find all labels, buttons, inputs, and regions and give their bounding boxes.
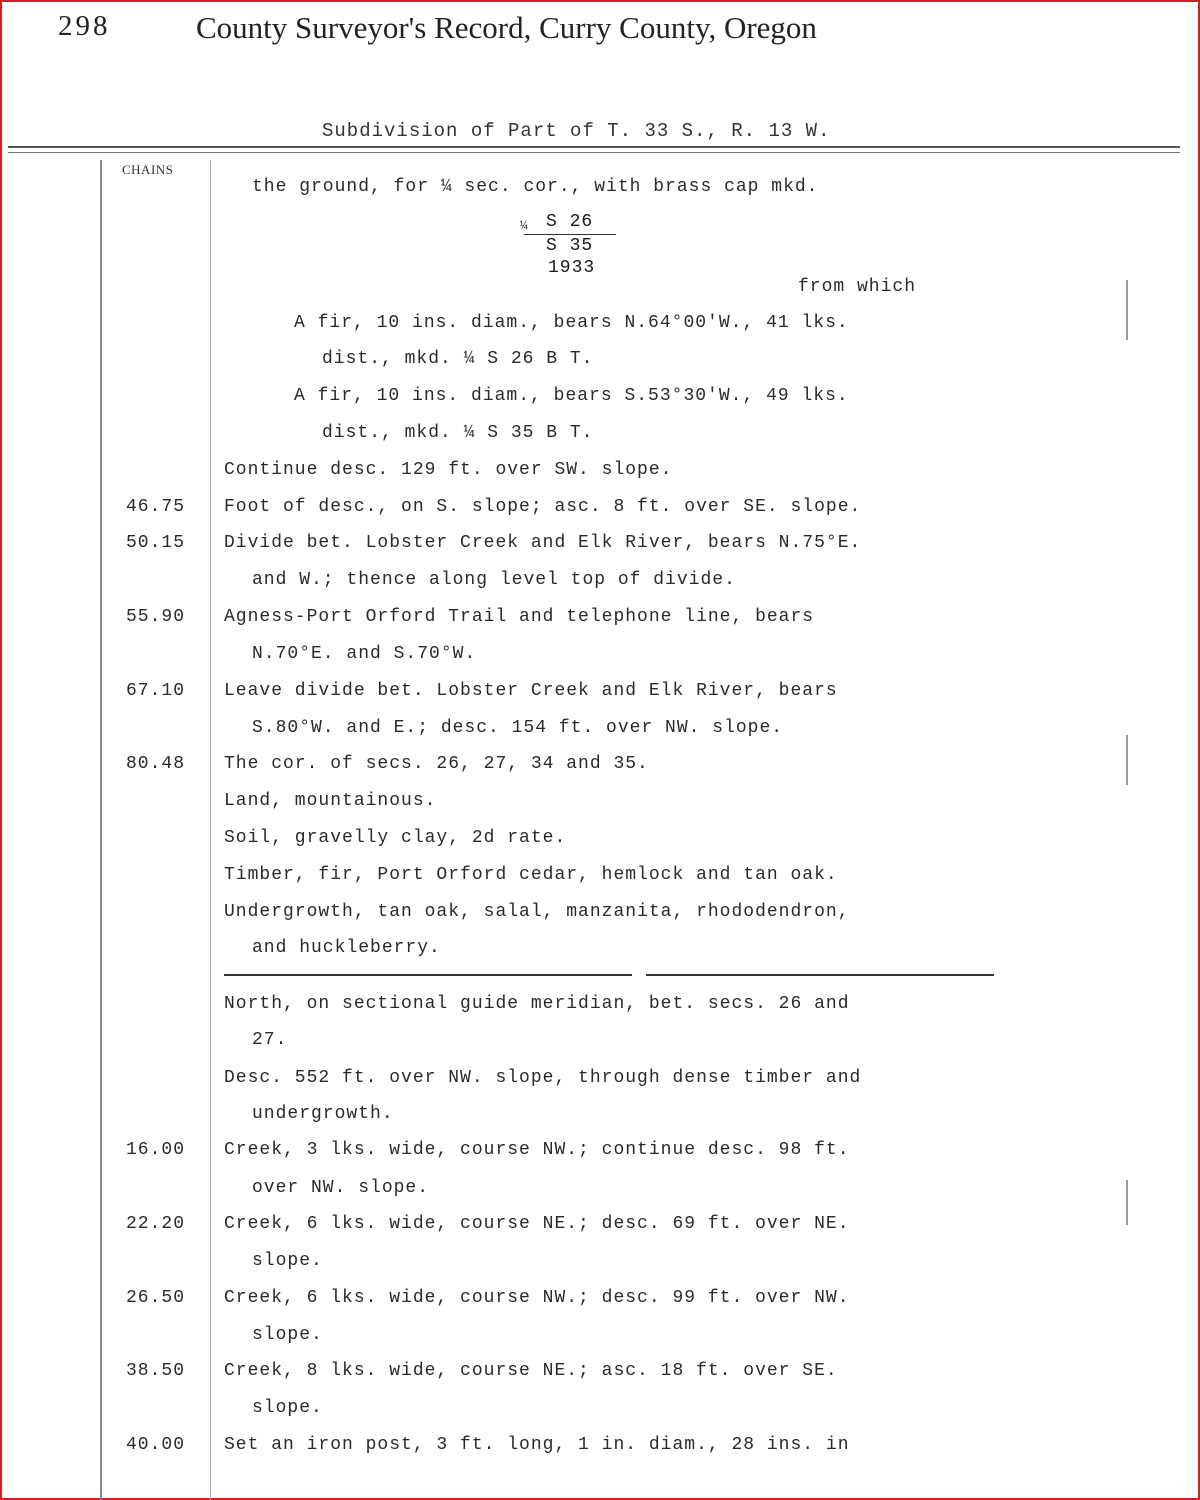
note-line: from which bbox=[798, 277, 917, 297]
note-line: over NW. slope. bbox=[252, 1178, 430, 1198]
header-rule-thin bbox=[8, 152, 1180, 153]
stamp-numerator: S 26 bbox=[546, 212, 594, 232]
stamp-fraction: ¼ bbox=[520, 218, 528, 233]
chain-distance: 50.15 bbox=[126, 533, 186, 553]
chain-distance: 22.20 bbox=[126, 1214, 186, 1234]
note-line: Soil, gravelly clay, 2d rate. bbox=[224, 828, 567, 848]
note-line: Divide bet. Lobster Creek and Elk River, bears N.75°E. bbox=[224, 533, 862, 553]
stamp-year: 1933 bbox=[548, 258, 596, 278]
chain-distance: 16.00 bbox=[126, 1140, 186, 1160]
note-line: A fir, 10 ins. diam., bears S.53°30'W., 49 lks. bbox=[294, 386, 849, 406]
note-line: Creek, 3 lks. wide, course NW.; continue desc. 98 ft. bbox=[224, 1140, 850, 1160]
note-line: dist., mkd. ¼ S 26 B T. bbox=[322, 349, 594, 369]
note-line: slope. bbox=[252, 1398, 323, 1418]
note-line: Creek, 6 lks. wide, course NE.; desc. 69 ft. over NE. bbox=[224, 1214, 850, 1234]
note-line: Timber, fir, Port Orford cedar, hemlock and tan oak. bbox=[224, 865, 838, 885]
note-line: and huckleberry. bbox=[252, 938, 441, 958]
scan-artifact bbox=[1126, 280, 1128, 340]
note-line: the ground, for ¼ sec. cor., with brass cap mkd. bbox=[252, 177, 819, 197]
stamp-fraction-bar bbox=[524, 234, 616, 235]
note-line: Continue desc. 129 ft. over SW. slope. bbox=[224, 460, 673, 480]
note-line: The cor. of secs. 26, 27, 34 and 35. bbox=[224, 754, 649, 774]
header-rule bbox=[8, 146, 1180, 148]
note-line: slope. bbox=[252, 1325, 323, 1345]
section-divider bbox=[224, 974, 632, 976]
section-divider bbox=[646, 974, 994, 976]
note-line: S.80°W. and E.; desc. 154 ft. over NW. slope. bbox=[252, 718, 784, 738]
brass-cap-marking bbox=[520, 212, 620, 282]
note-line: Creek, 6 lks. wide, course NW.; desc. 99 ft. over NW. bbox=[224, 1288, 850, 1308]
note-line: slope. bbox=[252, 1251, 323, 1271]
note-line: and W.; thence along level top of divide. bbox=[252, 570, 736, 590]
note-line: 27. bbox=[252, 1030, 288, 1050]
page-number: 298 bbox=[58, 10, 111, 42]
note-line: undergrowth. bbox=[252, 1104, 394, 1124]
chain-distance: 40.00 bbox=[126, 1435, 186, 1455]
chains-column-rule bbox=[210, 160, 211, 1500]
note-line: Leave divide bet. Lobster Creek and Elk River, bears bbox=[224, 681, 838, 701]
chain-distance: 26.50 bbox=[126, 1288, 186, 1308]
note-line: North, on sectional guide meridian, bet. secs. 26 and bbox=[224, 994, 850, 1014]
left-margin-rule bbox=[100, 160, 102, 1500]
note-line: A fir, 10 ins. diam., bears N.64°00'W., 41 lks. bbox=[294, 313, 849, 333]
note-line: Undergrowth, tan oak, salal, manzanita, rhododendron, bbox=[224, 902, 850, 922]
chain-distance: 55.90 bbox=[126, 607, 186, 627]
note-line: Land, mountainous. bbox=[224, 791, 437, 811]
note-line: Foot of desc., on S. slope; asc. 8 ft. over SE. slope. bbox=[224, 497, 862, 517]
note-line: N.70°E. and S.70°W. bbox=[252, 644, 477, 664]
section-heading: Subdivision of Part of T. 33 S., R. 13 W. bbox=[322, 120, 831, 142]
note-line: Set an iron post, 3 ft. long, 1 in. diam., 28 ins. in bbox=[224, 1435, 850, 1455]
chains-column-label: CHAINS bbox=[122, 162, 174, 177]
page-title: County Surveyor's Record, Curry County, Oregon bbox=[196, 10, 817, 45]
chain-distance: 80.48 bbox=[126, 754, 186, 774]
chain-distance: 67.10 bbox=[126, 681, 186, 701]
scan-artifact bbox=[1126, 1180, 1128, 1225]
note-line: Desc. 552 ft. over NW. slope, through dense timber and bbox=[224, 1068, 862, 1088]
scan-artifact bbox=[1126, 735, 1128, 785]
chain-distance: 38.50 bbox=[126, 1361, 186, 1381]
note-line: Agness-Port Orford Trail and telephone line, bears bbox=[224, 607, 815, 627]
chain-distance: 46.75 bbox=[126, 497, 186, 517]
note-line: dist., mkd. ¼ S 35 B T. bbox=[322, 423, 594, 443]
stamp-denominator: S 35 bbox=[546, 236, 594, 256]
note-line: Creek, 8 lks. wide, course NE.; asc. 18 ft. over SE. bbox=[224, 1361, 838, 1381]
